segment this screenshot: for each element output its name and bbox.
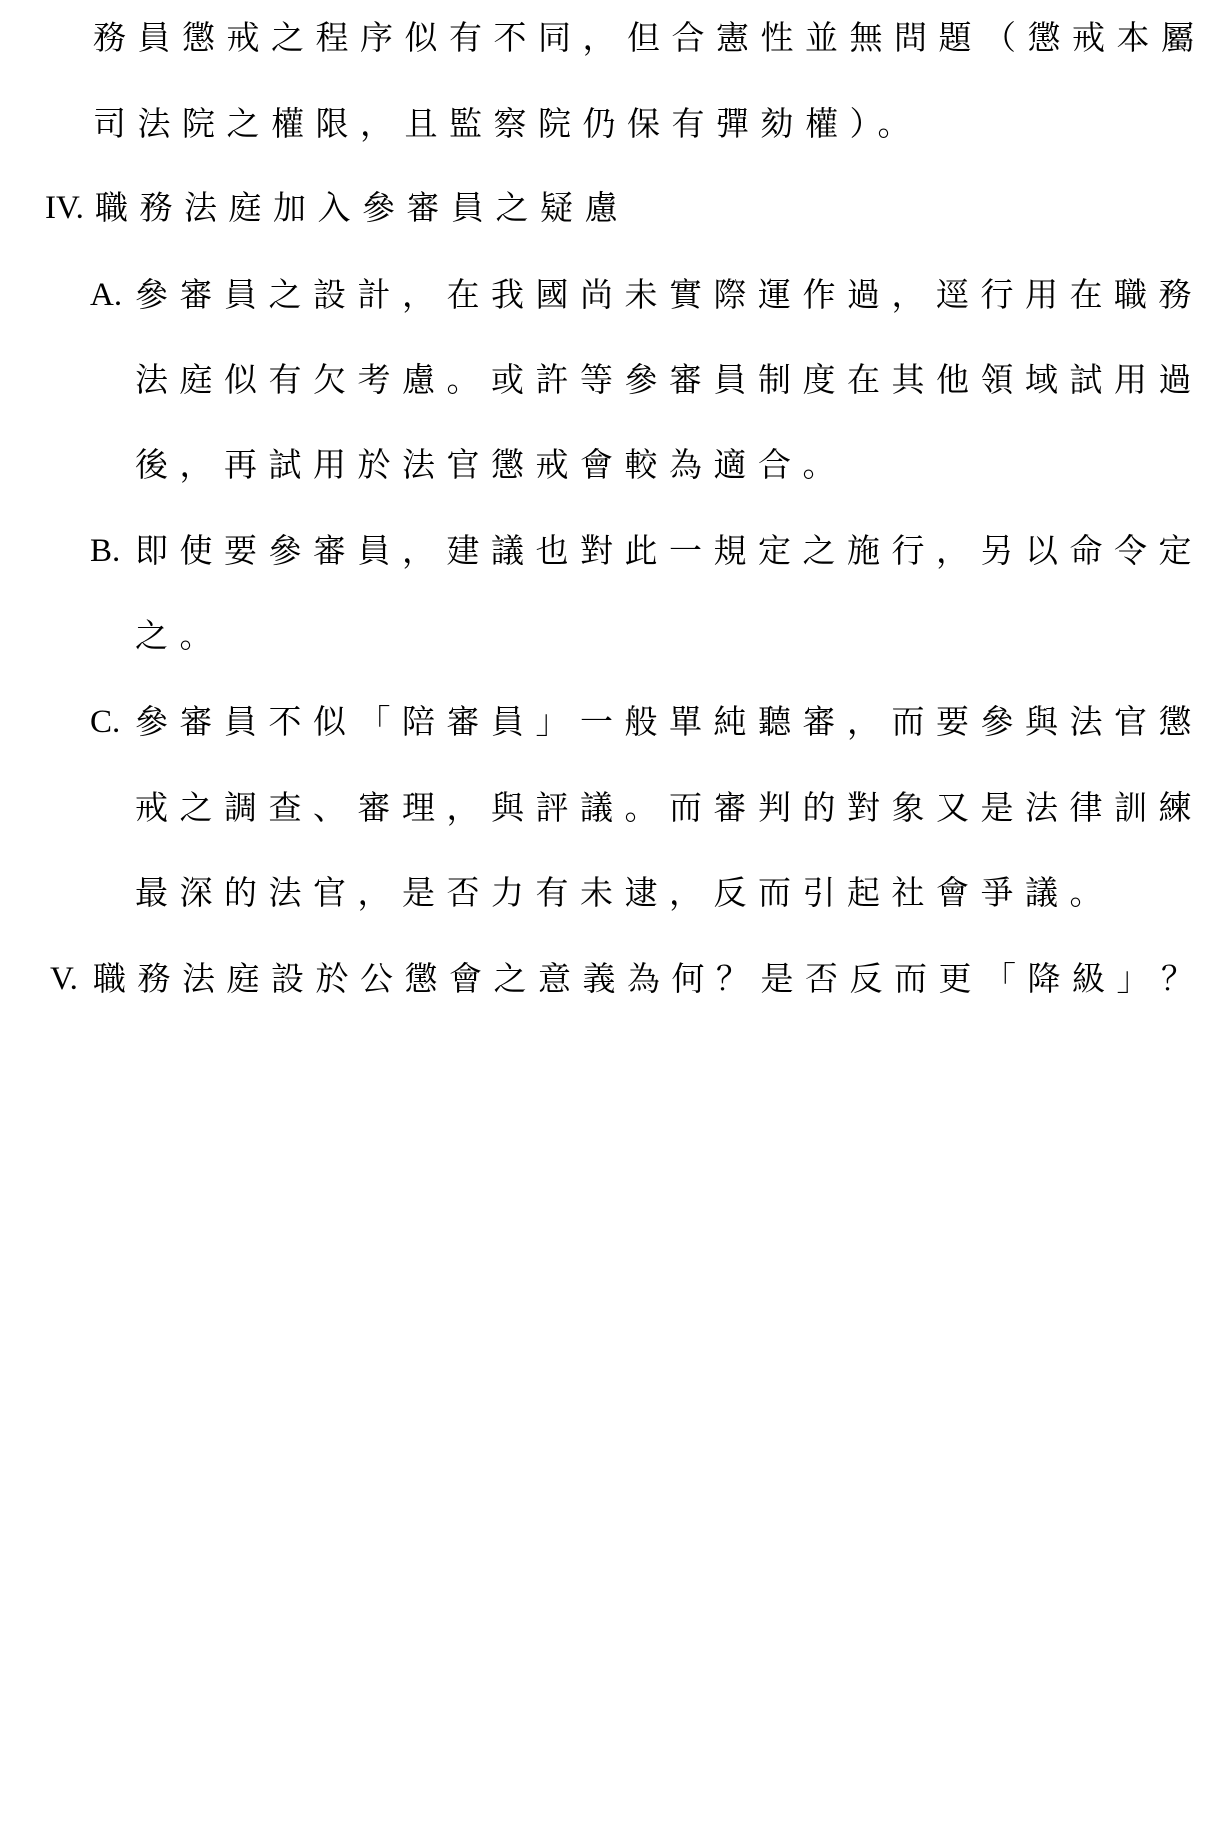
section-marker-iv: IV. [45, 190, 84, 226]
item-marker-a: A. [90, 277, 123, 313]
section-heading-v: 職務法庭設於公懲會之意義為何？是否反而更「降級」？ [93, 959, 1206, 998]
section-heading-iv: 職務法庭加入參審員之疑慮 [95, 188, 629, 227]
paragraph-line: 務員懲戒之程序似有不同，但合憲性並無問題（懲戒本屬 [93, 18, 1206, 57]
paragraph-line: 司法院之權限，且監察院仍保有彈劾權）。 [93, 104, 922, 143]
item-marker-c: C. [90, 704, 121, 740]
item-marker-b: B. [90, 533, 121, 569]
item-c-line: 戒之調查、審理，與評議。而審判的對象又是法律訓練 [135, 788, 1203, 827]
item-c-line: 最深的法官，是否力有未逮，反而引起社會爭議。 [135, 873, 1114, 912]
item-a-line: 後，再試用於法官懲戒會較為適合。 [135, 445, 847, 484]
section-marker-v: V. [50, 961, 78, 997]
item-a-line: 參審員之設計，在我國尚未實際運作過，逕行用在職務 [135, 275, 1203, 314]
item-a-line: 法庭似有欠考慮。或許等參審員制度在其他領域試用過 [135, 360, 1203, 399]
item-b-line: 之。 [135, 616, 224, 655]
item-c-line: 參審員不似「陪審員」一般單純聽審，而要參與法官懲 [135, 702, 1203, 741]
item-b-line: 即使要參審員，建議也對此一規定之施行，另以命令定 [135, 531, 1203, 570]
